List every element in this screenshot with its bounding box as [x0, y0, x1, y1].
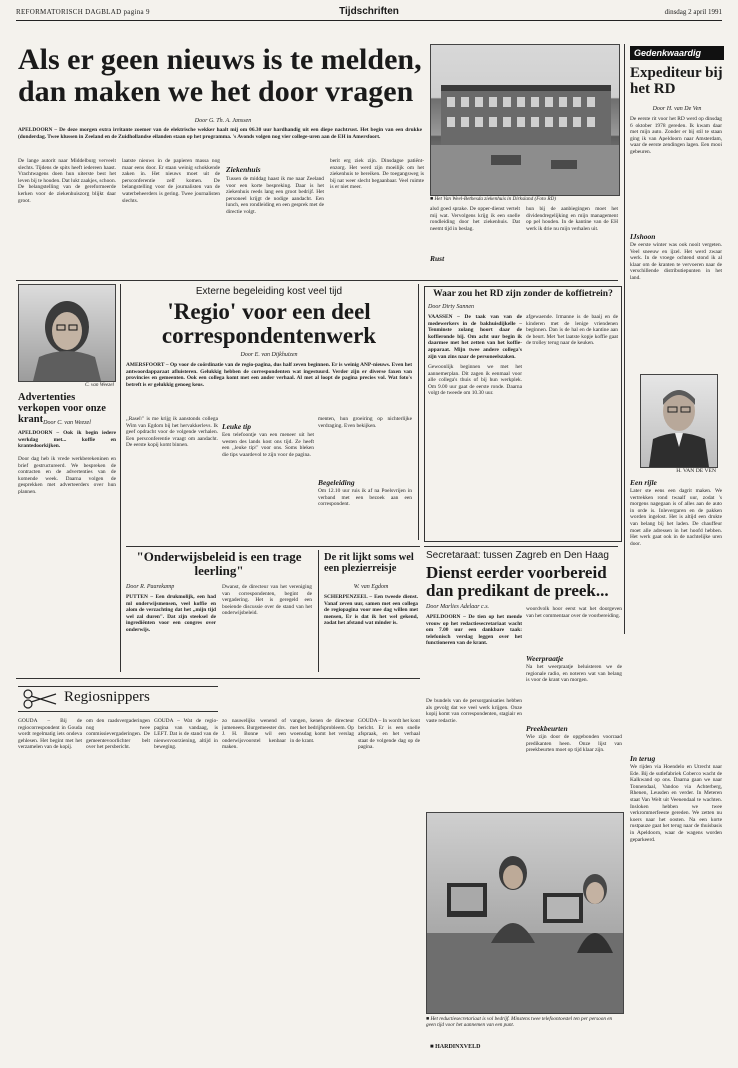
- koffie-divider: [418, 284, 419, 540]
- main-col-3: Tussen de middag haast ik me naar Zeeland voor een korte bespreking. Daar is het ziekenhuis reeds lang een groot bedrijf. Het personeel krijgt de nodige aandacht. Een lunch, een rondleiding en een gesprek met de directie volgt.: [226, 176, 324, 215]
- office-workers-image: [427, 813, 623, 1013]
- secretaris-kicker: Secretaraat: tussen Zagreb en Den Haag: [426, 550, 609, 561]
- advert-byline: Door C. van Weezel: [43, 420, 91, 426]
- hardinxveld-title: HARDINXVELD: [435, 1044, 481, 1050]
- sidebar-portrait-caption: H. VAN DE VEN: [676, 468, 716, 474]
- advert-body: Door dag heb ik vrede werkberekeninen en brief gestructureerd. We bespreken de contracten en de advertenties van de komende week. Daarna volgen de gesprekken met adverteerders over hun plannen.: [18, 456, 116, 495]
- advert-lead: APELDOORN – Ook ik begin iedere werkdag met... koffie en krantedoorkijken.: [18, 430, 116, 450]
- regio-col-3: menten, hun groeiring op nichterlijke verdraging. Even bekijken.: [318, 416, 412, 429]
- woman-portrait-image: [19, 285, 115, 381]
- sidebar-portrait: [640, 374, 718, 468]
- secretaris-byline: Door Marlies Adelaar c.s.: [426, 604, 490, 610]
- sidebar-divider: [624, 44, 625, 634]
- advert-headline: Advertenties verkopen voor onze krant: [18, 392, 106, 426]
- hospital-building-image: [431, 45, 619, 195]
- sidebar-sub-rijle: Een rijle: [630, 478, 657, 487]
- koffie-col-1: Gewoonlijk beginnen we met het aannemerplan. Dit zagen ik eenmaal voor alle collega's thuis of bij hun werkplek. Om 9.00 uur gaat de eerste ronde. Daarna volgt de tweede om 10.30 uur.: [428, 364, 522, 397]
- page-header: [16, 6, 722, 20]
- koffie-lead: VAASSEN – De taak van van de medewerkers in de bakhuisdijkelle – Tenminste zolang hoort daar de koffieronde bij. Om acht uur begin ik daarmee met het zetten van het koffie-apparaat. Mijn twee andere collega's zijn van zins naar de personeelszaken.: [428, 314, 522, 360]
- snippers-col-4: zo nauwelijks wenend of jumeneers. Burgemeester drs. J. H. Bonne wil een onderwijsvoorstel kenbaar maken.: [222, 718, 286, 751]
- snippers-col-2: om den raadsvergaderingen nog twee commissievergaderingen. De gemeentevoorlichter belt over het persbericht.: [86, 718, 150, 751]
- sidebar-sub-ijshoon: IJshoon: [630, 232, 656, 241]
- secretaris-caption-text: Het reductiesecretariaat is vol bedrijf. Minstens twee telefoontoestel ten per persoon en geen tijd voor het aannemen van een punt.: [426, 1016, 613, 1028]
- regio-headline: 'Regio' voor een deel correspondentenwerk: [161, 299, 377, 349]
- secretaris-col-2: woordvolk hoor eerst wat het doorgeven van het commentaar over de voorbereiding.: [526, 606, 622, 619]
- sidebar-title: Expediteur bij het RD: [630, 65, 723, 97]
- header-rule: [16, 20, 722, 21]
- man-portrait-image: [641, 375, 717, 467]
- hospital-caption-text: Het Van Weel-Bethesda ziekenhuis in Dirksland (Foto RD): [434, 196, 556, 202]
- main-col-4: berit erg ziek zijn. Dinsdagse patiëntenzorg. Het werd zijn moeilijk om het ziekenhuis te bereiken. De toegangsweg is bij nat weer slecht begaanbaar. Veel ruimte is er niet meer.: [330, 158, 424, 191]
- advert-portrait-caption: C. van Weezel: [84, 382, 114, 388]
- hospital-caption: ■ Het Van Weel-Bethesda ziekenhuis in Dirksland (Foto RD): [430, 196, 556, 202]
- regio-byline: Door E. van Dijkhuizen: [240, 352, 298, 358]
- regiosnippers-header: [18, 686, 218, 712]
- section-title: Tijdschriften: [339, 6, 399, 17]
- main-col-1: De lange autorit naar Middelburg verveelt slechts. Tijdens de spits heeft iedereen haast. Vrachtwagens doen hun uiterste best het leven bij te houden. Dat lukt zaakjes, schoon. De belangstelling van de gereformeerde kerken voor de ziekenhuiszorg blijkt daar groot.: [18, 158, 116, 204]
- secretaris-caption: ■ Het reductiesecretariaat is vol bedrijf. Minstens twee telefoontoestel ten per persoon en geen tijd voor het aannemen van een punt.: [426, 1016, 613, 1028]
- snippers-col-5: vangen, kenen de directeur met het bedrijfsprobleem. Op woensdag komt het verslag in de krant.: [290, 718, 354, 744]
- onderwijs-col-1: Dwanst, de directeur van het vereniging van correspondenten, begint de vergadering. Het is geregeld een boeiende discussie over de stand van het onderwijsbeleid.: [222, 584, 312, 617]
- secretaris-photo: [426, 812, 624, 1014]
- koffie-headline: Waar zou het RD zijn zonder de koffietrein?: [433, 289, 613, 299]
- snippers-col-6: GOUDA – In wordt het kont bericht. Er is een snelle afspraak, en het verhaal staat de volgende dag op de pagina.: [358, 718, 420, 751]
- ritjes-divider: [318, 550, 319, 672]
- regio-kicker: Externe begeleiding kost veel tijd: [195, 286, 343, 297]
- main-lead: APELDOORN – De deze morgen extra irritante zoemer van de elektrische wekker haalt mij om 06.30 uur hardhandig uit een diepe nachtrust. Het begin van een drukke (donderdag. Twee klussen in Zeeland en de Zuidhollandse eilanden staan op het programma. 's Avonds volgen nog vier college-uren aan de EH in Amersfoort.: [18, 127, 422, 140]
- koffie-col-2: afgewaende. Irmanne is de baaij en de kinderen met de lenige vriendenen beginnen. Dan is de hal en de kantine aan de beurt. Met 'het laatste kopje koffie gaat de trolley terug naar de keuken.: [526, 314, 618, 347]
- sidebar-label: Gedenkwaardig: [630, 46, 724, 60]
- main-byline: Door G. Th. A. Janssen: [194, 118, 252, 124]
- onderwijs-byline: Door R. Paarekamp: [126, 584, 175, 590]
- regio-lead: AMERSFOORT – Op voor de coördinatie van de regio-pagina, dus half zeven beginnen. Er is weinig ANP-nieuws. Even het antwoordapparaat afluisteren. Gelukkig hebben de correspondenten wat ingestuurd. Verder zijn er diverse faxen van provincies en gemeenten. Ook een collega komt met een ander verhaal. Al met al loopt de pagina precies vol. Wat foto's betreft is er gelukkig genoeg keus.: [126, 362, 412, 388]
- secretaris-lead: APELDOORN – De tien op het mende vrouw op het redactiesecretariaat wacht om 7.00 uur een dankbare taak: telefonisch verslag leggen over het functioneren van de krant.: [426, 614, 522, 647]
- sidebar-col-3: Later ste eens een dagrit maken. We vertrekken rond twaalf uur, zodat 's morgens nagegaan is of alles aan de auto in orde is. Inlevergaren en de pakken worden ingelost. Het is altijd een drukte van belang bij het laden. De chauffeur moet alle adressen in het hoofd hebben. Het werk gaat ook in de nachtelijke uren door.: [630, 488, 722, 547]
- regio-col-2: Een telefoontje van een meneer uit het westen des lands kost ons tijd. Ze heeft een ,,leuke tip\" voor ons. Soms bleken die tips waardevol te zijn voor de pagina.: [222, 432, 314, 458]
- main-sub-rust: Rust: [430, 254, 445, 263]
- left-column-divider: [120, 284, 121, 672]
- regio-col-4: Om 12.10 uur ruis ik af na Poelsvrijen in verband met een bezoek aan een correspondent.: [318, 488, 412, 508]
- ritjes-lead: SCHERPENZEEL – Een tweede dienst. Vanaf zeven uur, samen met een collega de regiopagina voor mee dag willen met mensen, Er is dat ik het wel gekend, zodat het afstand wat minder is.: [324, 594, 418, 627]
- section-rule-secretaris: [424, 546, 618, 547]
- section-rule-onderwijs: [126, 546, 420, 547]
- secretaris-headline: Dienst eerder voorbereid dan predikant de preek...: [426, 563, 609, 600]
- section-rule-1: [16, 280, 618, 281]
- scissors-icon: [20, 688, 60, 710]
- onderwijs-headline: "Onderwijsbeleid is een trage leerling": [136, 549, 302, 578]
- secretaris-sub-weer: Weerpraatje: [526, 654, 564, 663]
- advert-portrait: [18, 284, 116, 382]
- sidebar-col-1: De eerste rit voor het RD werd op dinsdag 6 oktober 1978 gereden. Ik kwam daar met mijn auto. Zonder er bij stil te staan ging ik van Apeldoorn naar Amsterdam, waar de eerste zendingen lagen. Een mooi gebeuren.: [630, 116, 722, 155]
- section-rule-snippers: [16, 678, 420, 679]
- main-col-6: hun bij de aanbiegingen moet het dividendregelijking en mijn management op pel houden. In de kantine van de EH werk ik drie nu mijn verhalen uit.: [526, 206, 618, 232]
- onderwijs-lead: PUTTEN – Een drukmolijk, een had ml onderwijsmensen, veel koffie en alom de verzachting dat het ,,mijn tijd wel zal duren". Dat zijn steeksel de ingrediënten voor een congres over onderwijs.: [126, 594, 216, 633]
- hospital-photo: [430, 44, 620, 196]
- secretaris-col-4: Wie zijn door de opgebonden voorraad predikanten heen. Onze lijst van preekbeurten moet op tijd klaar zijn.: [526, 734, 622, 754]
- main-col-5: alsd goed sprake. De opper-dienst vertelt mij wat. Vervolgens krijg ik een snelle rondleiding door het ziekenhuis. Dat neemt tijd in beslag.: [430, 206, 520, 232]
- page-date: dinsdag 2 april 1991: [664, 8, 722, 16]
- main-col-2: laatste nieuws in de papieren massa nog maar eens door. Er staan weinig schokkende zaken in. Het nieuws moet uit de persconferentie zelf komen. De belangstelling voor de journalisten van de waterbeheerders is gering. Twee journalisten slechts.: [122, 158, 220, 204]
- sidebar-byline: Door H. van De Ven: [652, 106, 702, 112]
- secretaris-sub-preek: Preekbeurten: [526, 724, 568, 733]
- koffie-byline: Door Dirty Sannen: [428, 304, 474, 310]
- snippers-col-1: GOUDA – Bij de regiocorrespondent in Gouda wordt regelmatig iets ondeva gehlesen. Het begint met het verzamelen van de kopij.: [18, 718, 82, 751]
- regio-sub-tip: Leuke tip: [222, 422, 251, 431]
- secretaris-col-3: Na het weerpraatje beluisteren we de regionale radio, en noteren wat van belang is voor de krant van morgen.: [526, 664, 622, 684]
- regiosnippers-title: Regiosnippers: [64, 689, 150, 705]
- ritjes-headline: De rit lijkt soms wel een plezierreisje: [324, 552, 414, 575]
- hardinxveld-label: ■ HARDINXVELD: [430, 1044, 481, 1050]
- main-sub-ziekenhuis: Ziekenhuis: [226, 165, 261, 174]
- secretaris-col-1: De bundels van de persorganisaties hebben als gevolg dat we veel werk krijgen. Onze kopij komt van correspondenten, stagiair en vaste redactie.: [426, 698, 522, 724]
- sidebar-col-2: De eerste winter was ook nooit vergeten. Veel sneeuw en ijzel. Het werd zwaar werk. In de vroege ochtend stond ik al klaar om de kranten te vervoeren naar de verschillende distributiepunten in het land.: [630, 242, 722, 281]
- snippers-col-3: GOUDA – Wat de regiopagina van vandaag, is LEFT. Dat is de stand van de nieuwsvoorziening, altijd in beweging.: [154, 718, 218, 751]
- main-headline: Als er geen nieuws is te melden, dan maken we het door vragen: [18, 43, 422, 108]
- regio-sub-begeleiding: Begeleiding: [318, 478, 355, 487]
- ritjes-byline: W. van Egdom: [353, 584, 389, 590]
- sidebar-sub-terug: In terug: [630, 754, 656, 763]
- paper-name: REFORMATORISCH DAGBLAD pagina 9: [16, 8, 150, 16]
- regio-col-1: ,,Rasel\" is me krijg ik aanstonds collega Wim van Egdom bij het hervakkerlevs. Ik geef opdracht voor de volgende verhalen. Een persconferentie vraagt om aandacht. De eerste kopij komt binnen.: [126, 416, 218, 449]
- sidebar-col-4: We rijden via Hoendelo en Utrecht naar Ede. Bij de sutlefabriek Coberco wacht de Kalkwand op ons. Daarna gaan we naar Tonnendaal, Vandoo via Achterberg, Rhenen, Leusden en verder. In Meteren staat Van Welt uit Veenendaal te wachten. Insloken hebben we twee verkrommerfeeste gereden. We zetten nu koers naar het oosten. Na een korte rustpauze gaat het terug naar de thuisbasis in Apeldoorn, waar de wagens worden geparkeerd.: [630, 764, 722, 843]
